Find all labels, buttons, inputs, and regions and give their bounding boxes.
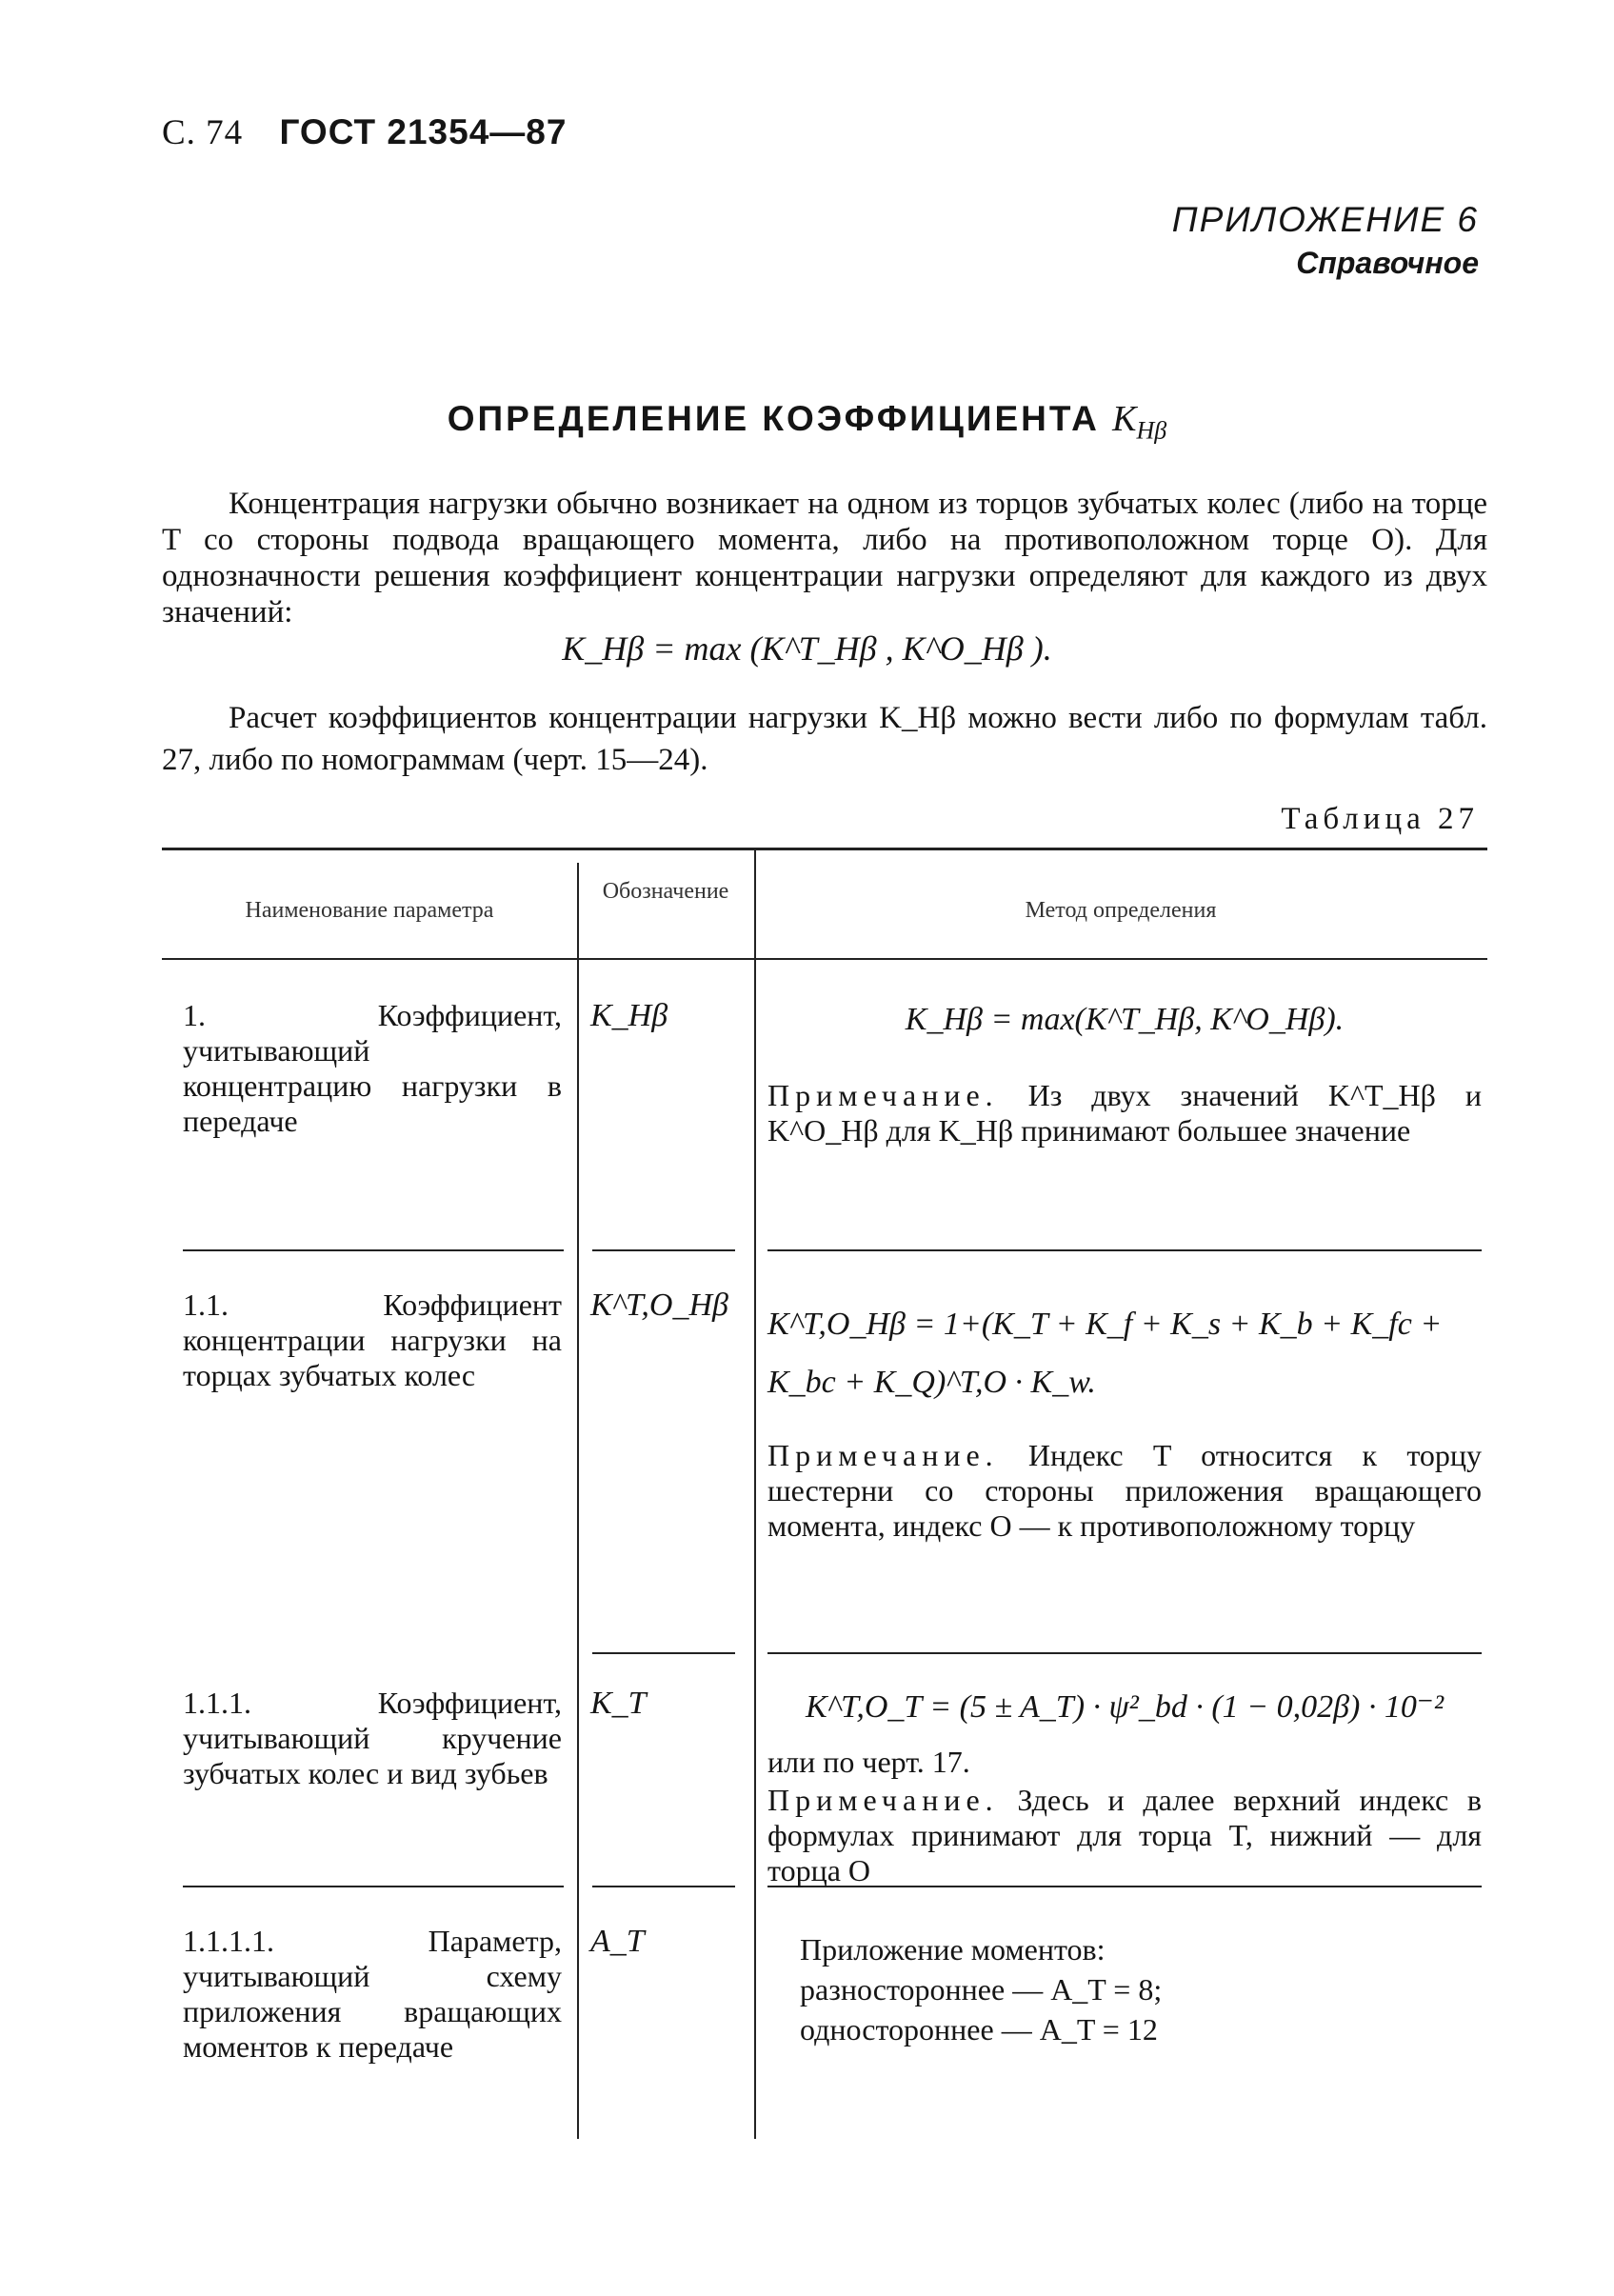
row-rule [592,1652,735,1654]
table-row-4-line-1: Приложение моментов: [800,1932,1106,1967]
standard-id: ГОСТ 21354—87 [279,112,568,151]
row-rule [767,1652,1482,1654]
table-row-1-formula: K_Hβ = max(K^T_Hβ, K^O_Hβ). [905,1002,1345,1037]
table-row-3-note: Примечание. Здесь и далее верхний индекс в формулах принимают для торца T, нижний — для торца O [767,1783,1483,1887]
row-rule [183,1886,564,1887]
row-rule [592,1249,735,1251]
table-top-rule [162,848,1487,850]
intro-formula: K_Hβ = max (K^T_Hβ , K^O_Hβ ). [562,629,1052,668]
row-rule [592,1886,735,1887]
table-row-1-symbol: K_Hβ [590,998,668,1033]
page-title [0,398,1614,446]
table-row-4-method [800,1929,1466,2049]
table-header-method: Метод определения [1025,898,1217,923]
table-row-4-name: 1.1.1.1. Параметр, учитывающий схему приложения вращающих моментов к передаче [183,1924,562,2064]
table-col-divider-2 [754,848,756,2139]
table-row-1-note: Примечание. Из двух значений K^T_Hβ и K^O_Hβ для K_Hβ принимают большее значение [767,1078,1482,1148]
appendix-type: Справочное [1296,246,1479,280]
title-symbol: $K_{H\beta}$ [1112,399,1167,445]
table-row-4-line-2: разностороннее — A_T = 8; [800,1972,1163,2007]
table-header-name: Наименование параметра [245,898,494,923]
appendix-number: ПРИЛОЖЕНИЕ 6 [1171,200,1479,239]
table-row-1-name: 1. Коэффициент, учитывающий концентрацию нагрузки в передаче [183,998,562,1138]
table-row-2-name: 1.1. Коэффициент концентрации нагрузки на торцах зубчатых колес [183,1288,562,1392]
table-row-2-formula: K^T,O_Hβ = 1+(K_T + K_f + K_s + K_b + K_fc + K_bc + K_Q)^T,O · K_w. [767,1307,1443,1400]
page-header [162,112,567,153]
table-row-2-symbol: K^T,O_Hβ [590,1288,728,1323]
table-header-rule [162,958,1487,960]
table-row-3-name: 1.1.1. Коэффициент, учитывающий кручение зубчатых колес и вид зубьев [183,1686,562,1790]
table-row-4-line-3: одностороннее — A_T = 12 [800,2012,1158,2046]
table-row-3-formula: K^T,O_T = (5 ± A_T) · ψ²_bd · (1 − 0,02β) · 10⁻² [805,1689,1445,1725]
table-col-divider-1 [577,863,579,2139]
table-row-3-extra: или по черт. 17. [767,1745,970,1779]
table-row-2-note: Примечание. Индекс T относится к торцу шестерни со стороны приложения вращающего момента, индекс O — к противоположному торцу [767,1438,1483,1543]
page-number: С. 74 [162,113,244,152]
row-rule [767,1249,1482,1251]
table-row-3-symbol: K_T [590,1686,647,1721]
appendix-label [1172,200,1479,281]
table-caption: Таблица 27 [1281,802,1479,836]
row-rule [183,1249,564,1251]
table-header-symbol: Обозначение [602,879,729,904]
title-text: ОПРЕДЕЛЕНИЕ КОЭФФИЦИЕНТА [447,399,1100,438]
intro-paragraph: Концентрация нагрузки обычно возникает на одном из торцов зубчатых колес (либо на торце T со стороны подвода вращающего момента, либо на противоположном торце O). Для однозначности решения коэффициент концентрации нагрузки определяют для каждого из двух значений: [162,487,1487,629]
calc-paragraph: Расчет коэффициентов концентрации нагрузки K_Hβ можно вести либо по формулам табл. 27, либо по номограммам (черт. 15—24). [162,701,1487,777]
table-row-4-symbol: A_T [590,1924,645,1959]
